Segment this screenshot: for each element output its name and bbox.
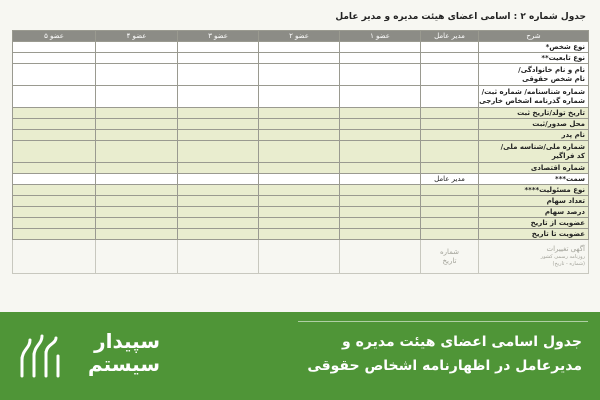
table-cell[interactable] — [96, 64, 178, 86]
table-body — [13, 42, 589, 274]
row-label — [479, 64, 589, 86]
row-label-line-3: (شماره - تاریخ) — [552, 261, 585, 267]
row-label-line-1: درصد سهام — [544, 207, 585, 216]
cell-value: مدیر عامل — [434, 174, 465, 183]
row-label-line-1: تعداد سهام — [546, 196, 585, 205]
row-label-line-1: عضویت از تاریخ — [530, 218, 585, 227]
table-cell[interactable] — [340, 141, 421, 163]
table-cell[interactable] — [13, 141, 96, 163]
table-cell[interactable] — [259, 130, 340, 141]
table-cell[interactable] — [13, 240, 96, 274]
table-cell[interactable] — [178, 141, 259, 163]
table-cell[interactable] — [178, 218, 259, 229]
row-label-line-1: نام و نام خانوادگی/ — [518, 65, 585, 74]
table-cell[interactable] — [178, 174, 259, 185]
table-header-row — [13, 31, 589, 42]
row-label — [479, 240, 589, 274]
table-row — [13, 207, 589, 218]
table-cell[interactable] — [13, 163, 96, 174]
table-cell[interactable] — [421, 119, 479, 130]
table-cell[interactable] — [13, 119, 96, 130]
table-cell[interactable] — [259, 196, 340, 207]
column-header-member-2: عضو ۲ — [259, 31, 340, 42]
table-cell[interactable] — [96, 207, 178, 218]
table-cell[interactable] — [96, 218, 178, 229]
table-cell[interactable] — [340, 53, 421, 64]
table-cell[interactable] — [96, 240, 178, 274]
table-cell[interactable] — [421, 163, 479, 174]
table-cell[interactable] — [96, 53, 178, 64]
table-cell[interactable] — [178, 240, 259, 274]
table-row — [13, 119, 589, 130]
table-cell[interactable] — [259, 207, 340, 218]
table-cell[interactable] — [13, 185, 96, 196]
table-cell[interactable] — [421, 130, 479, 141]
row-label — [479, 108, 589, 119]
row-label — [479, 86, 589, 108]
row-label — [479, 119, 589, 130]
cell-value-2: تاریخ — [442, 256, 457, 265]
table-cell[interactable] — [96, 196, 178, 207]
table-cell[interactable] — [96, 163, 178, 174]
table-cell[interactable] — [13, 86, 96, 108]
table-row — [13, 163, 589, 174]
table-cell[interactable] — [421, 42, 479, 53]
table-title: جدول شماره ۲ : اسامی اعضای هیئت مدیره و مدیر عامل — [335, 12, 586, 22]
table-cell[interactable] — [340, 218, 421, 229]
column-header-ceo: مدیر عامل — [421, 31, 479, 42]
table-cell[interactable] — [178, 86, 259, 108]
row-label-line-1: شماره شناسنامه/ شماره ثبت/ — [481, 87, 585, 96]
brand-name — [70, 330, 160, 376]
table-cell[interactable] — [340, 108, 421, 119]
brand-line-1: سپیدار — [94, 329, 160, 353]
table-row — [13, 141, 589, 163]
table-cell[interactable] — [421, 196, 479, 207]
row-label — [479, 229, 589, 240]
row-label — [479, 174, 589, 185]
row-label-line-1: تاریخ تولد/تاریخ ثبت — [517, 108, 585, 117]
table-cell[interactable] — [421, 53, 479, 64]
table-cell[interactable] — [421, 218, 479, 229]
table-row — [13, 42, 589, 53]
cell-value: شماره — [439, 247, 460, 256]
column-header-member-5: عضو ۵ — [13, 31, 96, 42]
row-label — [479, 196, 589, 207]
table-cell[interactable] — [259, 240, 340, 274]
row-label-line-1: نوع شخص* — [545, 42, 585, 51]
table-cell[interactable] — [340, 119, 421, 130]
table-cell[interactable] — [96, 86, 178, 108]
table-cell[interactable] — [96, 108, 178, 119]
row-label — [479, 141, 589, 163]
row-label-line-1: عضویت تا تاریخ — [531, 229, 585, 238]
table-cell[interactable] — [421, 185, 479, 196]
table-cell[interactable] — [259, 64, 340, 86]
table-cell[interactable] — [421, 108, 479, 119]
table-cell[interactable] — [259, 163, 340, 174]
table-cell[interactable] — [13, 229, 96, 240]
table-cell[interactable] — [13, 64, 96, 86]
table-cell[interactable] — [178, 196, 259, 207]
table-cell[interactable] — [421, 229, 479, 240]
row-label-line-1: نوع تابعیت** — [541, 53, 585, 62]
column-header-description: شرح — [479, 31, 589, 42]
table-cell[interactable] — [178, 163, 259, 174]
table-cell[interactable] — [13, 174, 96, 185]
table-cell[interactable] — [13, 42, 96, 53]
table-cell[interactable] — [13, 130, 96, 141]
brand-line-2: سیستم — [87, 352, 160, 376]
row-label-line-2: روزنامه رسمی کشور — [540, 254, 585, 260]
members-table — [12, 30, 589, 274]
column-header-member-4: عضو ۴ — [96, 31, 178, 42]
table-cell[interactable] — [340, 42, 421, 53]
table-row — [13, 86, 589, 108]
row-label — [479, 207, 589, 218]
table-cell[interactable] — [13, 218, 96, 229]
table-cell[interactable] — [178, 130, 259, 141]
table-cell[interactable] — [340, 229, 421, 240]
table-cell[interactable] — [340, 64, 421, 86]
table-cell[interactable] — [178, 53, 259, 64]
table-cell[interactable] — [96, 42, 178, 53]
table-cell[interactable] — [340, 207, 421, 218]
row-label — [479, 130, 589, 141]
row-label — [479, 185, 589, 196]
row-label-line-2: کد فراگیر — [551, 151, 585, 160]
table-cell[interactable] — [96, 185, 178, 196]
table-cell[interactable] — [259, 42, 340, 53]
table-row — [13, 240, 589, 274]
banner-divider — [298, 321, 588, 322]
table-cell[interactable] — [13, 108, 96, 119]
table-cell[interactable] — [259, 86, 340, 108]
table-cell[interactable] — [259, 119, 340, 130]
row-label-line-1: شماره ملی/شناسه ملی/ — [500, 142, 585, 151]
table-cell[interactable] — [178, 119, 259, 130]
table-cell[interactable] — [178, 207, 259, 218]
table-cell[interactable] — [178, 229, 259, 240]
table-cell[interactable] — [340, 185, 421, 196]
table-cell[interactable] — [96, 229, 178, 240]
row-label-line-1: سمت*** — [555, 174, 585, 183]
table-cell[interactable] — [178, 108, 259, 119]
table-row — [13, 53, 589, 64]
table-row — [13, 174, 589, 185]
table-cell[interactable] — [340, 240, 421, 274]
row-label — [479, 53, 589, 64]
table-cell[interactable] — [13, 207, 96, 218]
table-row — [13, 64, 589, 86]
table-cell[interactable] — [178, 64, 259, 86]
column-header-member-3: عضو ۳ — [178, 31, 259, 42]
table-cell[interactable] — [259, 229, 340, 240]
table-cell[interactable] — [13, 196, 96, 207]
table-cell[interactable] — [259, 141, 340, 163]
table-cell[interactable] — [259, 108, 340, 119]
row-label-line-1: محل صدور/ثبت — [532, 119, 585, 128]
table-cell[interactable] — [421, 240, 479, 274]
table-cell[interactable] — [96, 130, 178, 141]
table-cell[interactable] — [259, 174, 340, 185]
table-cell[interactable] — [259, 218, 340, 229]
row-label-line-1: شماره اقتصادی — [530, 163, 585, 172]
sepidar-logo-icon — [16, 332, 66, 382]
table-cell[interactable] — [340, 196, 421, 207]
row-label — [479, 163, 589, 174]
table-cell[interactable] — [421, 174, 479, 185]
table-cell[interactable] — [340, 174, 421, 185]
caption-line-1: جدول اسامی اعضای هیئت مدیره و — [342, 334, 582, 350]
table-cell[interactable] — [96, 174, 178, 185]
table-cell[interactable] — [340, 130, 421, 141]
column-header-member-1: عضو ۱ — [340, 31, 421, 42]
table-row — [13, 196, 589, 207]
row-label-line-1: آگهی تغییرات — [546, 245, 585, 253]
table-cell[interactable] — [340, 86, 421, 108]
table-cell[interactable] — [259, 53, 340, 64]
table-row — [13, 130, 589, 141]
table-row — [13, 229, 589, 240]
table-cell[interactable] — [421, 141, 479, 163]
banner-caption — [182, 330, 582, 378]
table-cell[interactable] — [259, 185, 340, 196]
caption-line-2: مدیرعامل در اظهارنامه اشخاص حقوقی — [307, 358, 582, 374]
row-label-line-2: شماره گذرنامه اشخاص خارجی — [479, 96, 585, 105]
table-cell[interactable] — [340, 163, 421, 174]
row-label — [479, 42, 589, 53]
table-cell[interactable] — [421, 207, 479, 218]
table-cell[interactable] — [178, 185, 259, 196]
row-label-line-1: نام پدر — [561, 130, 585, 139]
table-cell[interactable] — [421, 86, 479, 108]
row-label-line-2: نام شخص حقوقی — [522, 74, 585, 83]
row-label-line-1: نوع مسئولیت**** — [524, 185, 585, 194]
table-row — [13, 108, 589, 119]
table-row — [13, 185, 589, 196]
table-cell[interactable] — [96, 141, 178, 163]
table-cell[interactable] — [13, 53, 96, 64]
table-row — [13, 218, 589, 229]
table-cell[interactable] — [96, 119, 178, 130]
table-cell[interactable] — [421, 64, 479, 86]
table-cell[interactable] — [178, 42, 259, 53]
row-label — [479, 218, 589, 229]
